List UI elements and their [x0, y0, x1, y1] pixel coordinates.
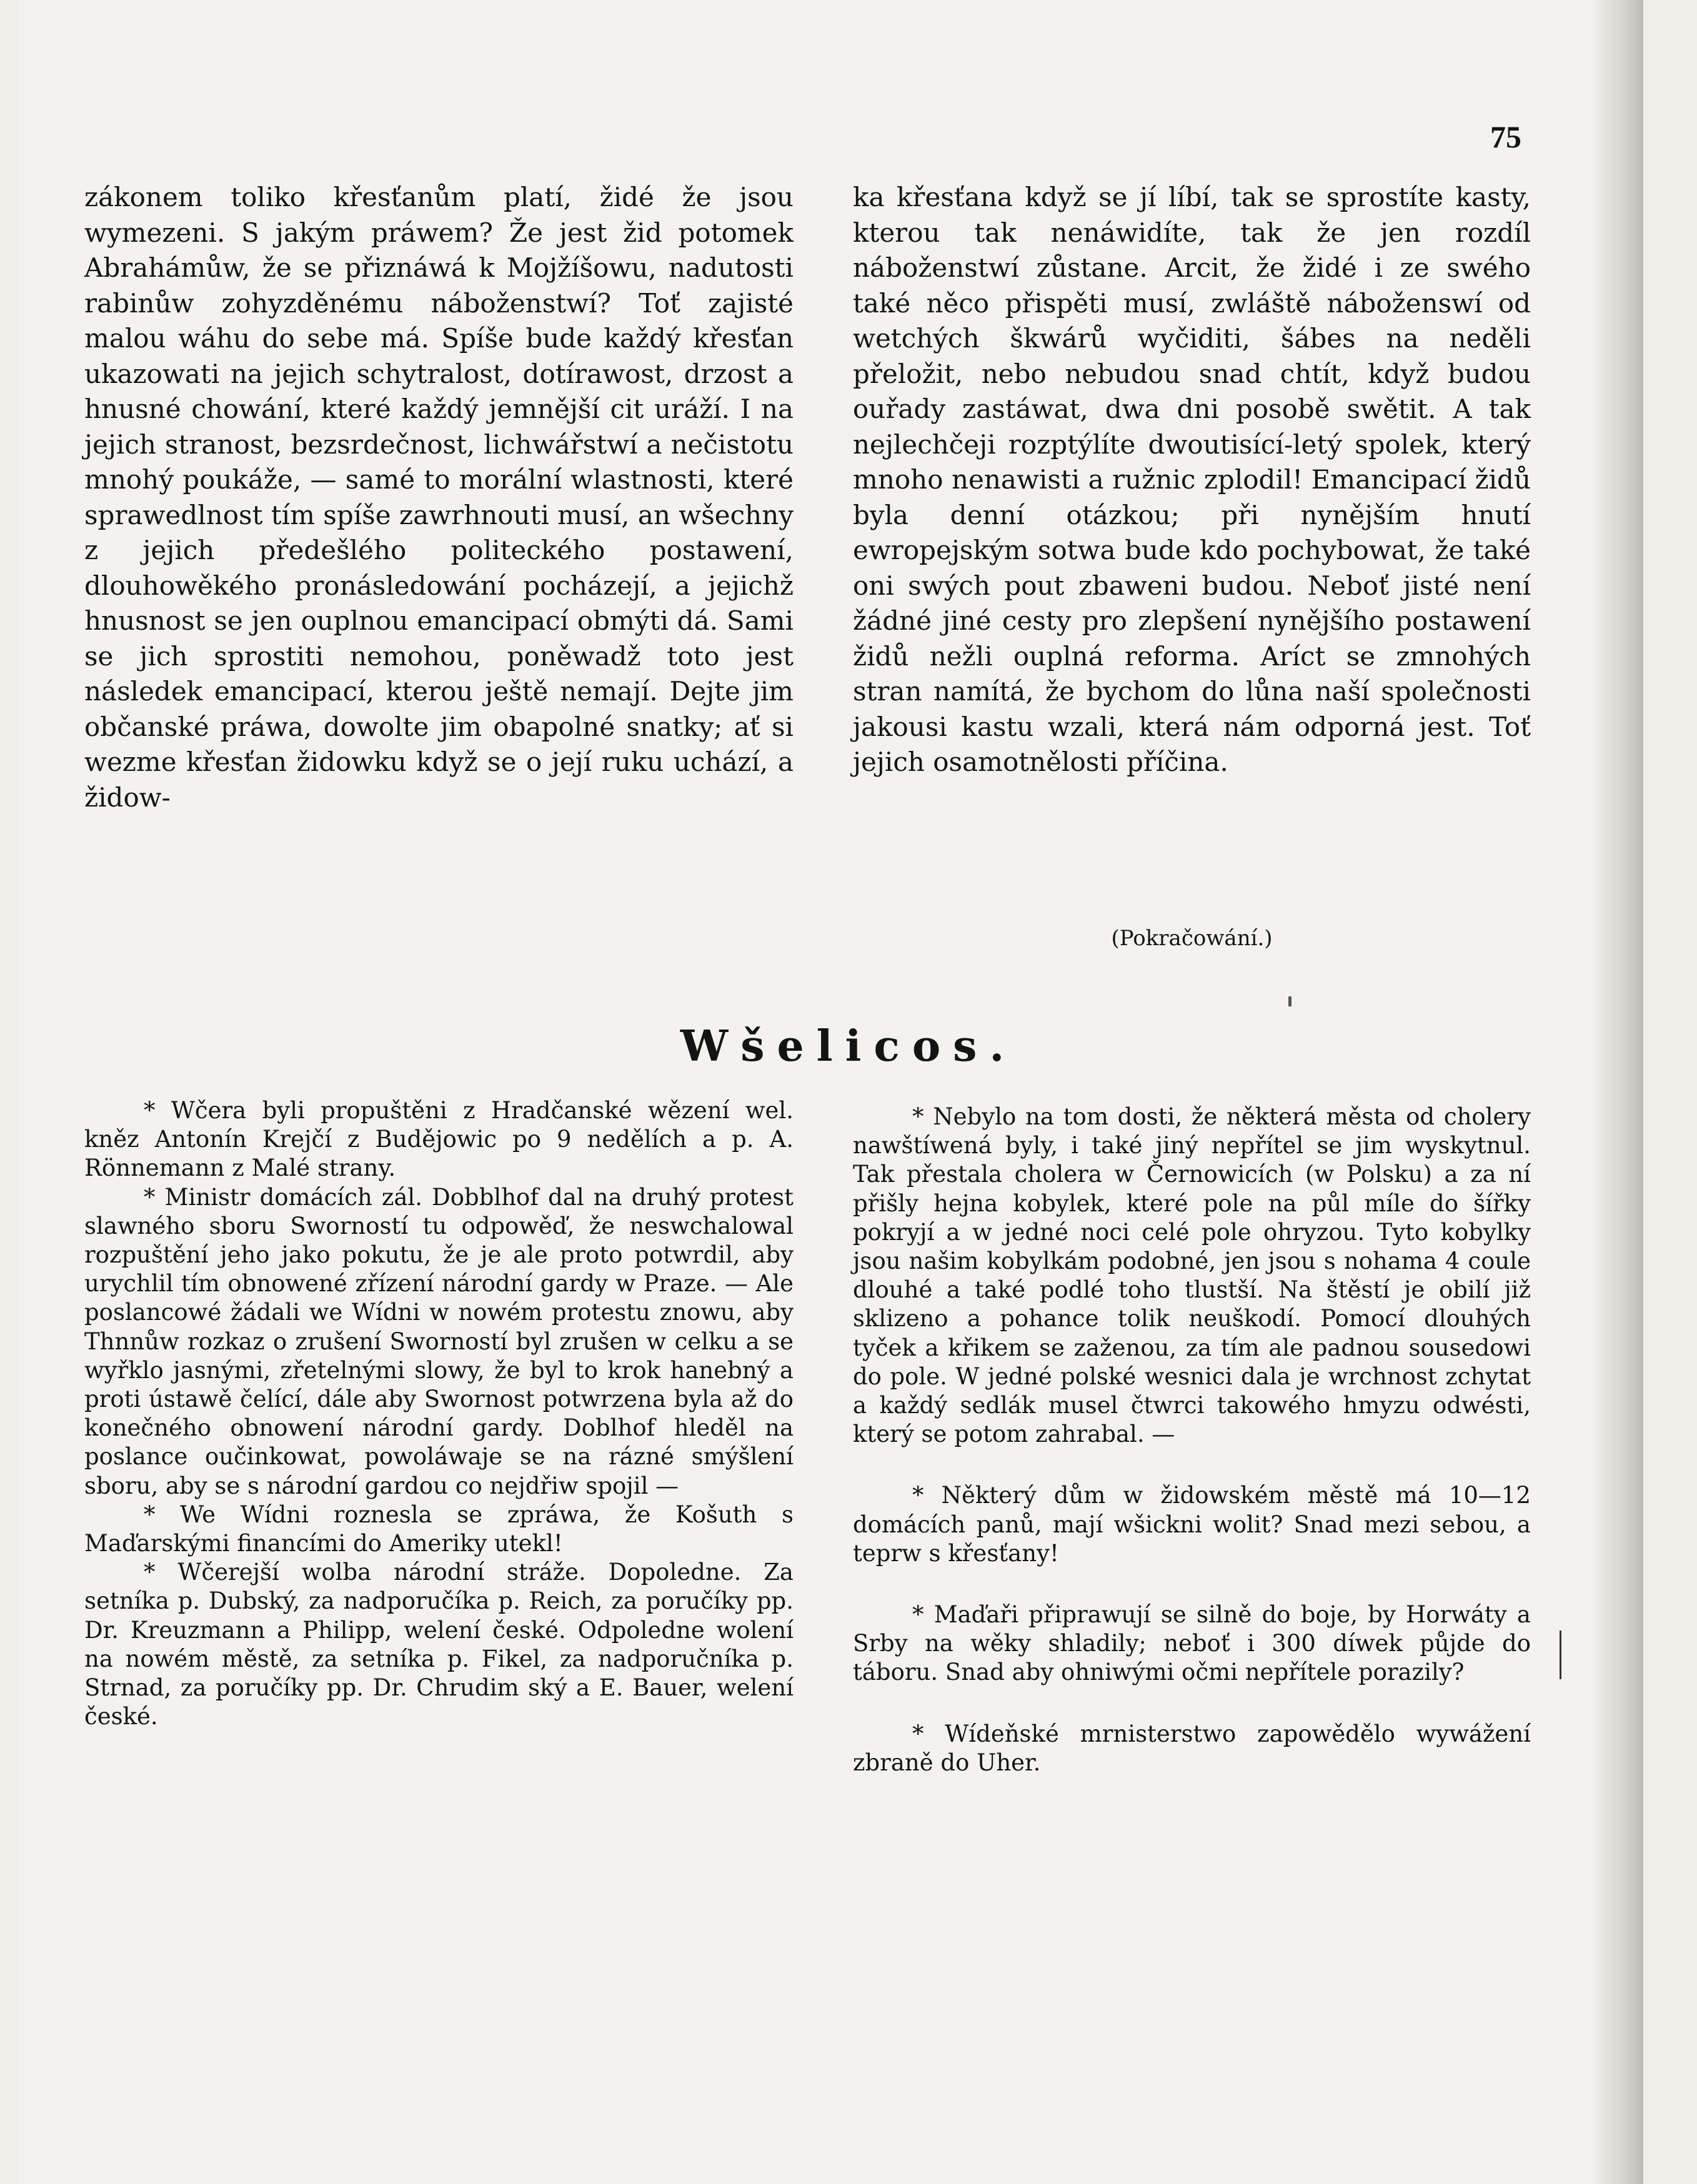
- article-text-left: zákonem toliko křesťanům platí, židé že jsou wymezeni. S jakým práwem? Že jest žid potomek Abrahámůw, že se přiznáwá k Mojžíšowu, nadutosti rabinůw zohyzděnému náboženstwí? Toť zajisté malou wáhu do sebe má. Spíše bude každý křesťan ukazowati na jejich schytralost, dotírawost, drzost a hnusné chowání, které každý jemnější cit uráží. I na jejich stranost, bezsrdečnost, lichwářstwí a nečistotu mnohý poukáže, — samé to morální wlastnosti, které sprawedlnost tím spíše zawrhnouti musí, an wšechny z jejich předešlého politeckého postawení, dlouhowěkého pronásledowání pocházejí, a jejichž hnusnost se jen ouplnou emancipací obmýti dá. Sami se jich sprostiti nemohou, poněwadž toto jest následek emancipací, kterou ještě nemají. Dejte jim občanské práwa, dowolte jim obapolné snatky; ať si wezme křesťan židowku když se o její ruku uchází, a židow-: [84, 182, 794, 813]
- spacer: [853, 1449, 1531, 1481]
- news-column-right: [853, 1103, 1531, 1777]
- page-edge-shadow: [1590, 0, 1643, 2184]
- divider-mark: [1288, 996, 1291, 1006]
- section-title: Wšelicos.: [680, 1021, 1017, 1071]
- news-item: * Ministr domácích zál. Dobblhof dal na druhý protest slawného sboru Sworností tu odpowěď, že neswchalowal rozpuštění jeho jako pokutu, že je ale proto potwrdil, aby urychlil tím obnowené zřízení národní gardy w Praze. — Ale poslancowé žádali we Wídni w nowém protestu znowu, aby Thnnůw rozkaz o zrušení Sworností byl zrušen w celku a se wyřklo jasnými, zřetelnými slowy, že byl to krok hanebný a proti ústawě čelící, dále aby Swornost potwrzena byla až do konečného obnowení národní gardy. Doblhof hleděl na poslance oučinkowat, powoláwaje se na rázné smýšlení sboru, aby se s národní gardou co nejdřiw spojil —: [84, 1183, 794, 1499]
- spacer: [853, 1687, 1531, 1720]
- news-column-left: [84, 1096, 794, 1731]
- page-number: 75: [1490, 119, 1521, 154]
- article-column-right: [853, 180, 1531, 780]
- news-item: * Wídeňské mrnisterstwo zapowědělo wywážení zbraně do Uher.: [853, 1720, 1531, 1776]
- article-column-left: [84, 180, 794, 815]
- news-item: * Maďaři připrawují se silně do boje, by Horwáty a Srby na wěky shladily; neboť i 300 díwek půjde do táboru. Snad aby ohniwými očmi nepřítele porazily?: [853, 1601, 1531, 1686]
- margin-mark: [1560, 1631, 1561, 1679]
- continued-note: (Pokračowání.): [1111, 926, 1273, 951]
- news-item: * Wčera byli propuštěni z Hradčanské wězení wel. kněz Antonín Krejčí z Budějowic po 9 nedělích a p. A. Rönnemann z Malé strany.: [84, 1097, 794, 1182]
- news-item: * Nebylo na tom dosti, že některá města od cholery nawštíwená byly, i také jiný nepřítel se jim wyskytnul. Tak přestala cholera w Černowicích (w Polsku) a za ní přišly hejna kobylek, které pole na půl míle do šířky pokryjí a w jedné noci celé pole ohryzou. Tyto kobylky jsou našim kobylkám podobné, jen jsou s nohama 4 coule dlouhé a také podlé toho tlustší. Na štěstí je obilí již sklizeno a pohance tolik neuškodí. Pomocí dlouhých tyček a křikem se zaženou, za tím ale padnou sousedowi do pole. W jedné polské wesnici dala je wrchnost zchytat a každý sedlák musel čtwrci takowého hmyzu odwésti, který se potom zahrabal. —: [853, 1103, 1531, 1448]
- news-item: * We Wídni roznesla se zpráwa, že Košuth s Maďarskými financími do Ameriky utekl!: [84, 1501, 794, 1557]
- news-item: * Některý dům w židowském městě má 10—12 domácích panů, mají wšickni wolit? Snad mezi sebou, a teprw s křesťany!: [853, 1482, 1531, 1567]
- spacer: [853, 1568, 1531, 1601]
- article-text-right: ka křesťana když se jí líbí, tak se sprostíte kasty, kterou tak nenáwidíte, tak že jen rozdíl náboženstwí zůstane. Arcit, že židé i ze swého také něco přispěti musí, zwláště náboženswí od wetchých škwárů wyčiditi, šábes na neděli přeložit, nebo nebudou snad chtít, když budou ouřady zastáwat, dwa dni posobě swětit. A tak nejlechčeji rozptýlíte dwoutisící-letý spolek, který mnoho nenawisti a ružnic zplodil! Emancipací židů byla denní otázkou; při nynějším hnutí ewropejským sotwa bude kdo pochybowat, že také oni swých pout zbaweni budou. Neboť jisté není žádné jiné cesty pro zlepšení nynějšího postawení židů nežli ouplná reforma. Aríct se zmnohých stran namítá, že bychom do lůna naší společnosti jakousi kastu wzali, která nám odporná jest. Toť jejich osamotnělosti příčina.: [853, 182, 1531, 777]
- news-item: * Wčerejší wolba národní stráže. Dopoledne. Za setníka p. Dubský, za nadporučíka p. Reich, za poručíky pp. Dr. Kreuzmann a Philipp, welení české. Odpoledne wolení na nowém městě, za setníka p. Fikel, za nadporučníka p. Strnad, za poručíky pp. Dr. Chrudim ský a E. Bauer, welení české.: [84, 1559, 794, 1730]
